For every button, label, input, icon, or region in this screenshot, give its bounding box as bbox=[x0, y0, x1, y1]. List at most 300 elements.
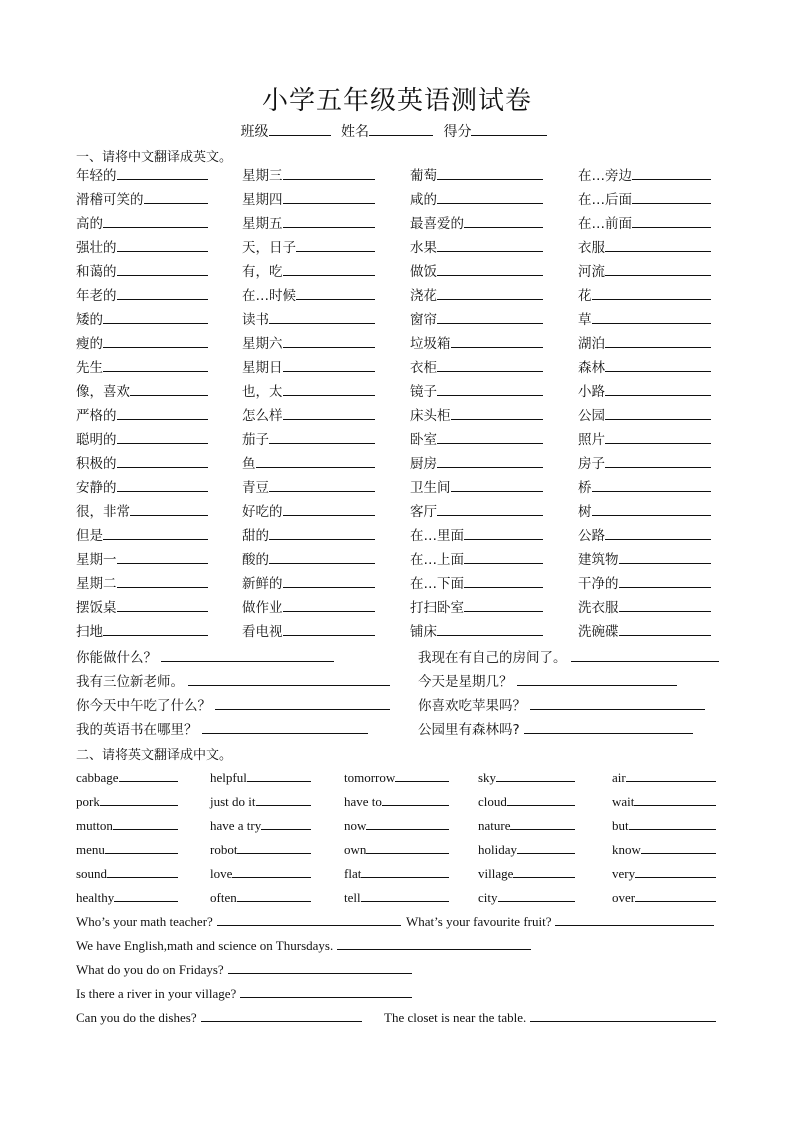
answer-blank[interactable] bbox=[451, 406, 544, 420]
sentence-text: 今天是星期几？ bbox=[418, 674, 513, 690]
vocab-word: 读书 bbox=[242, 312, 269, 328]
vocab-item bbox=[410, 238, 543, 257]
answer-blank[interactable] bbox=[337, 936, 531, 950]
vocab-word: 桥 bbox=[578, 480, 592, 496]
sentence-item bbox=[406, 912, 714, 931]
name-blank[interactable] bbox=[369, 121, 433, 136]
vocab-word: own bbox=[344, 842, 367, 857]
vocab-word: 葡萄 bbox=[410, 168, 437, 184]
sentence-item bbox=[384, 1008, 716, 1027]
answer-blank[interactable] bbox=[464, 574, 543, 588]
vocab-word: 建筑物 bbox=[578, 552, 619, 568]
sentence-item bbox=[76, 1008, 362, 1027]
vocab-word: 新鲜的 bbox=[242, 576, 283, 592]
vocab-word: 草 bbox=[578, 312, 592, 328]
vocab-item bbox=[242, 334, 375, 353]
vocab-word: 很，非常 bbox=[76, 504, 130, 520]
vocab-item bbox=[76, 888, 178, 907]
sentence-text: 你今天中午吃了什么？ bbox=[76, 698, 211, 714]
answer-blank[interactable] bbox=[496, 768, 575, 782]
vocab-word: 也，太 bbox=[242, 384, 283, 400]
vocab-word: 厨房 bbox=[410, 456, 437, 472]
class-blank[interactable] bbox=[269, 121, 331, 136]
answer-blank[interactable] bbox=[103, 622, 208, 636]
vocab-word: sound bbox=[76, 866, 108, 881]
answer-blank[interactable] bbox=[100, 792, 178, 806]
answer-blank[interactable] bbox=[283, 262, 376, 276]
vocab-item bbox=[612, 840, 716, 859]
vocab-word: 星期五 bbox=[242, 216, 283, 232]
answer-blank[interactable] bbox=[161, 648, 334, 662]
vocab-item bbox=[410, 166, 543, 185]
sentence-text: What do you do on Fridays? bbox=[76, 962, 224, 977]
vocab-item bbox=[76, 166, 208, 185]
answer-blank[interactable] bbox=[201, 1008, 362, 1022]
answer-blank[interactable] bbox=[361, 864, 449, 878]
vocab-word: 衣服 bbox=[578, 240, 605, 256]
vocab-item bbox=[210, 864, 311, 883]
answer-blank[interactable] bbox=[632, 166, 711, 180]
answer-blank[interactable] bbox=[635, 888, 716, 902]
vocab-item bbox=[410, 454, 543, 473]
answer-blank[interactable] bbox=[464, 598, 543, 612]
vocab-item bbox=[76, 430, 208, 449]
section2-heading: 二、请将英文翻译成中文。 bbox=[76, 748, 233, 763]
vocab-word: 瘦的 bbox=[76, 336, 103, 352]
vocab-item bbox=[76, 768, 178, 787]
answer-blank[interactable] bbox=[366, 840, 449, 854]
class-label: 班级 bbox=[240, 124, 269, 140]
sentence-item bbox=[76, 648, 334, 667]
vocab-word: 衣柜 bbox=[410, 360, 437, 376]
sentence-item bbox=[76, 720, 368, 739]
answer-blank[interactable] bbox=[382, 792, 449, 806]
answer-blank[interactable] bbox=[283, 598, 376, 612]
answer-blank[interactable] bbox=[361, 888, 449, 902]
vocab-word: 有，吃 bbox=[242, 264, 283, 280]
vocab-item bbox=[76, 574, 208, 593]
vocab-item bbox=[76, 262, 208, 281]
answer-blank[interactable] bbox=[524, 720, 693, 734]
vocab-word: 摆饭桌 bbox=[76, 600, 117, 616]
vocab-word: 年轻的 bbox=[76, 168, 117, 184]
answer-blank[interactable] bbox=[188, 672, 390, 686]
answer-blank[interactable] bbox=[619, 550, 712, 564]
answer-blank[interactable] bbox=[217, 912, 401, 926]
vocab-item bbox=[242, 478, 375, 497]
vocab-word: air bbox=[612, 770, 626, 785]
vocab-word: 卫生间 bbox=[410, 480, 451, 496]
sentence-text: 你喜欢吃苹果吗？ bbox=[418, 698, 526, 714]
vocab-item bbox=[410, 358, 543, 377]
answer-blank[interactable] bbox=[103, 526, 208, 540]
answer-blank[interactable] bbox=[437, 454, 543, 468]
answer-blank[interactable] bbox=[605, 430, 711, 444]
answer-blank[interactable] bbox=[437, 310, 543, 324]
answer-blank[interactable] bbox=[283, 382, 376, 396]
answer-blank[interactable] bbox=[117, 238, 209, 252]
answer-blank[interactable] bbox=[605, 406, 711, 420]
vocab-item bbox=[410, 406, 543, 425]
answer-blank[interactable] bbox=[144, 190, 209, 204]
answer-blank[interactable] bbox=[437, 358, 543, 372]
answer-blank[interactable] bbox=[451, 334, 544, 348]
answer-blank[interactable] bbox=[114, 888, 178, 902]
vocab-item bbox=[578, 286, 711, 305]
vocab-word: 安静的 bbox=[76, 480, 117, 496]
answer-blank[interactable] bbox=[437, 382, 543, 396]
answer-blank[interactable] bbox=[232, 864, 311, 878]
answer-blank[interactable] bbox=[117, 166, 209, 180]
answer-blank[interactable] bbox=[571, 648, 720, 662]
vocab-item bbox=[578, 478, 711, 497]
vocab-word: often bbox=[210, 890, 237, 905]
answer-blank[interactable] bbox=[451, 478, 544, 492]
vocab-word: 茄子 bbox=[242, 432, 269, 448]
answer-blank[interactable] bbox=[117, 478, 209, 492]
name-label: 姓名 bbox=[341, 124, 369, 140]
answer-blank[interactable] bbox=[395, 768, 449, 782]
vocab-item bbox=[210, 840, 311, 859]
vocab-word: now bbox=[344, 818, 367, 833]
vocab-word: 公园 bbox=[578, 408, 605, 424]
vocab-item bbox=[578, 334, 711, 353]
vocab-word: 在…里面 bbox=[410, 528, 464, 544]
answer-blank[interactable] bbox=[117, 598, 209, 612]
vocab-item bbox=[242, 550, 375, 569]
vocab-item bbox=[578, 526, 711, 545]
vocab-word: 客厅 bbox=[410, 504, 437, 520]
answer-blank[interactable] bbox=[117, 430, 209, 444]
sentence-text: 我现在有自己的房间了。 bbox=[418, 650, 567, 666]
answer-blank[interactable] bbox=[366, 816, 449, 830]
vocab-item bbox=[410, 526, 543, 545]
vocab-item bbox=[210, 768, 311, 787]
vocab-item bbox=[410, 622, 543, 641]
vocab-word: 洗碗碟 bbox=[578, 624, 619, 640]
answer-blank[interactable] bbox=[117, 262, 209, 276]
answer-blank[interactable] bbox=[130, 382, 208, 396]
vocab-word: 在…前面 bbox=[578, 216, 632, 232]
answer-blank[interactable] bbox=[119, 768, 178, 782]
answer-blank[interactable] bbox=[592, 286, 712, 300]
answer-blank[interactable] bbox=[437, 622, 543, 636]
vocab-word: 星期二 bbox=[76, 576, 117, 592]
answer-blank[interactable] bbox=[117, 406, 209, 420]
vocab-word: helpful bbox=[210, 770, 247, 785]
vocab-word: over bbox=[612, 890, 636, 905]
vocab-word: 打扫卧室 bbox=[410, 600, 464, 616]
answer-blank[interactable] bbox=[117, 454, 209, 468]
answer-blank[interactable] bbox=[530, 696, 705, 710]
sentence-text: 我的英语书在哪里？ bbox=[76, 722, 198, 738]
vocab-item bbox=[242, 502, 375, 521]
vocab-word: 甜的 bbox=[242, 528, 269, 544]
vocab-item bbox=[344, 816, 449, 835]
vocab-item bbox=[578, 550, 711, 569]
vocab-item bbox=[76, 502, 208, 521]
answer-blank[interactable] bbox=[103, 310, 208, 324]
vocab-item bbox=[410, 502, 543, 521]
vocab-item bbox=[76, 358, 208, 377]
vocab-word: just do it bbox=[210, 794, 256, 809]
vocab-word: 聪明的 bbox=[76, 432, 117, 448]
vocab-item bbox=[76, 310, 208, 329]
vocab-item bbox=[410, 430, 543, 449]
vocab-item bbox=[578, 358, 711, 377]
answer-blank[interactable] bbox=[605, 262, 711, 276]
answer-blank[interactable] bbox=[237, 888, 311, 902]
answer-blank[interactable] bbox=[130, 502, 208, 516]
vocab-item bbox=[242, 238, 375, 257]
answer-blank[interactable] bbox=[437, 238, 543, 252]
answer-blank[interactable] bbox=[437, 166, 543, 180]
vocab-item bbox=[242, 310, 375, 329]
answer-blank[interactable] bbox=[261, 816, 311, 830]
answer-blank[interactable] bbox=[464, 214, 543, 228]
answer-blank[interactable] bbox=[634, 792, 716, 806]
vocab-word: 做作业 bbox=[242, 600, 283, 616]
answer-blank[interactable] bbox=[283, 574, 376, 588]
answer-blank[interactable] bbox=[247, 768, 311, 782]
vocab-item bbox=[210, 888, 311, 907]
vocab-item bbox=[242, 622, 375, 641]
answer-blank[interactable] bbox=[629, 816, 716, 830]
vocab-word: 水果 bbox=[410, 240, 437, 256]
vocab-item bbox=[76, 214, 208, 233]
answer-blank[interactable] bbox=[605, 526, 711, 540]
vocab-word: 干净的 bbox=[578, 576, 619, 592]
answer-blank[interactable] bbox=[103, 358, 208, 372]
answer-blank[interactable] bbox=[555, 912, 714, 926]
vocab-item bbox=[578, 214, 711, 233]
answer-blank[interactable] bbox=[619, 574, 712, 588]
vocab-word: 酸的 bbox=[242, 552, 269, 568]
vocab-item bbox=[76, 622, 208, 641]
answer-blank[interactable] bbox=[592, 310, 712, 324]
sentence-text: 你能做什么？ bbox=[76, 650, 157, 666]
answer-blank[interactable] bbox=[641, 840, 716, 854]
answer-blank[interactable] bbox=[228, 960, 412, 974]
vocab-word: 星期六 bbox=[242, 336, 283, 352]
vocab-word: but bbox=[612, 818, 629, 833]
page-title: 小学五年级英语测试卷 bbox=[261, 86, 532, 116]
answer-blank[interactable] bbox=[215, 696, 390, 710]
vocab-word: 树 bbox=[578, 504, 592, 520]
answer-blank[interactable] bbox=[464, 526, 543, 540]
vocab-item bbox=[76, 454, 208, 473]
vocab-word: cloud bbox=[478, 794, 507, 809]
answer-blank[interactable] bbox=[103, 214, 208, 228]
vocab-word: 公路 bbox=[578, 528, 605, 544]
answer-blank[interactable] bbox=[283, 622, 376, 636]
vocab-word: 镜子 bbox=[410, 384, 437, 400]
vocab-item bbox=[410, 574, 543, 593]
vocab-item bbox=[344, 840, 449, 859]
vocab-item bbox=[578, 238, 711, 257]
vocab-item bbox=[410, 598, 543, 617]
answer-blank[interactable] bbox=[437, 286, 543, 300]
vocab-word: 湖泊 bbox=[578, 336, 605, 352]
vocab-item bbox=[578, 454, 711, 473]
vocab-item bbox=[76, 840, 178, 859]
vocab-word: 星期一 bbox=[76, 552, 117, 568]
vocab-item bbox=[242, 574, 375, 593]
vocab-word: 小路 bbox=[578, 384, 605, 400]
answer-blank[interactable] bbox=[107, 864, 178, 878]
score-blank[interactable] bbox=[471, 121, 547, 136]
answer-blank[interactable] bbox=[510, 816, 575, 830]
vocab-item bbox=[612, 816, 716, 835]
vocab-word: very bbox=[612, 866, 636, 881]
answer-blank[interactable] bbox=[117, 574, 209, 588]
vocab-item bbox=[76, 382, 208, 401]
answer-blank[interactable] bbox=[283, 214, 376, 228]
answer-blank[interactable] bbox=[513, 864, 575, 878]
vocab-word: village bbox=[478, 866, 514, 881]
answer-blank[interactable] bbox=[626, 768, 716, 782]
answer-blank[interactable] bbox=[283, 502, 376, 516]
answer-blank[interactable] bbox=[296, 286, 375, 300]
vocab-item bbox=[478, 888, 575, 907]
vocab-word: 垃圾箱 bbox=[410, 336, 451, 352]
answer-blank[interactable] bbox=[105, 840, 178, 854]
sentence-item bbox=[76, 696, 390, 715]
vocab-item bbox=[578, 622, 711, 641]
answer-blank[interactable] bbox=[605, 382, 711, 396]
sentence-text: Who’s your math teacher? bbox=[76, 914, 213, 929]
vocab-word: holiday bbox=[478, 842, 517, 857]
answer-blank[interactable] bbox=[437, 190, 543, 204]
vocab-word: 在…后面 bbox=[578, 192, 632, 208]
vocab-word: 矮的 bbox=[76, 312, 103, 328]
answer-blank[interactable] bbox=[117, 286, 209, 300]
vocab-word: cabbage bbox=[76, 770, 119, 785]
answer-blank[interactable] bbox=[437, 262, 543, 276]
answer-blank[interactable] bbox=[202, 720, 369, 734]
vocab-word: 和蔼的 bbox=[76, 264, 117, 280]
sentence-item bbox=[76, 984, 412, 1003]
vocab-item bbox=[478, 864, 575, 883]
vocab-word: 花 bbox=[578, 288, 592, 304]
answer-blank[interactable] bbox=[256, 792, 311, 806]
sentence-text: 我有三位新老师。 bbox=[76, 674, 184, 690]
vocab-item bbox=[410, 310, 543, 329]
answer-blank[interactable] bbox=[269, 478, 375, 492]
answer-blank[interactable] bbox=[592, 478, 712, 492]
vocab-word: tomorrow bbox=[344, 770, 396, 785]
answer-blank[interactable] bbox=[283, 406, 376, 420]
vocab-item bbox=[578, 190, 711, 209]
vocab-word: 扫地 bbox=[76, 624, 103, 640]
vocab-word: 星期三 bbox=[242, 168, 283, 184]
answer-blank[interactable] bbox=[605, 454, 711, 468]
answer-blank[interactable] bbox=[117, 550, 209, 564]
answer-blank[interactable] bbox=[283, 334, 376, 348]
sentence-text: The closet is near the table. bbox=[384, 1010, 527, 1025]
vocab-word: 但是 bbox=[76, 528, 103, 544]
vocab-item bbox=[578, 166, 711, 185]
answer-blank[interactable] bbox=[437, 430, 543, 444]
answer-blank[interactable] bbox=[283, 166, 376, 180]
answer-blank[interactable] bbox=[283, 190, 376, 204]
sentence-item bbox=[418, 672, 677, 691]
answer-blank[interactable] bbox=[103, 334, 208, 348]
vocab-item bbox=[344, 864, 449, 883]
answer-blank[interactable] bbox=[619, 598, 712, 612]
vocab-item bbox=[210, 816, 311, 835]
vocab-item bbox=[242, 190, 375, 209]
vocab-word: 高的 bbox=[76, 216, 103, 232]
vocab-word: 森林 bbox=[578, 360, 605, 376]
vocab-item bbox=[76, 286, 208, 305]
answer-blank[interactable] bbox=[498, 888, 576, 902]
answer-blank[interactable] bbox=[605, 238, 711, 252]
vocab-item bbox=[478, 816, 575, 835]
vocab-word: 好吃的 bbox=[242, 504, 283, 520]
answer-blank[interactable] bbox=[507, 792, 575, 806]
vocab-word: 看电视 bbox=[242, 624, 283, 640]
vocab-word: 星期日 bbox=[242, 360, 283, 376]
vocab-item bbox=[76, 238, 208, 257]
vocab-word: 在…时候 bbox=[242, 288, 296, 304]
vocab-word: 窗帘 bbox=[410, 312, 437, 328]
vocab-item bbox=[76, 478, 208, 497]
vocab-item bbox=[242, 214, 375, 233]
answer-blank[interactable] bbox=[296, 238, 375, 252]
answer-blank[interactable] bbox=[269, 310, 375, 324]
answer-blank[interactable] bbox=[632, 214, 711, 228]
answer-blank[interactable] bbox=[113, 816, 178, 830]
vocab-item bbox=[76, 550, 208, 569]
vocab-word: menu bbox=[76, 842, 105, 857]
vocab-item bbox=[578, 430, 711, 449]
answer-blank[interactable] bbox=[437, 502, 543, 516]
vocab-item bbox=[242, 166, 375, 185]
vocab-item bbox=[478, 840, 575, 859]
answer-blank[interactable] bbox=[269, 526, 375, 540]
answer-blank[interactable] bbox=[517, 672, 678, 686]
vocab-item bbox=[76, 406, 208, 425]
vocab-item bbox=[410, 214, 543, 233]
vocab-word: 强壮的 bbox=[76, 240, 117, 256]
vocab-word: city bbox=[478, 890, 498, 905]
sentence-text: 公园里有森林吗? bbox=[418, 722, 520, 738]
answer-blank[interactable] bbox=[592, 502, 712, 516]
vocab-item bbox=[344, 888, 449, 907]
answer-blank[interactable] bbox=[530, 1008, 716, 1022]
answer-blank[interactable] bbox=[619, 622, 712, 636]
answer-blank[interactable] bbox=[464, 550, 543, 564]
answer-blank[interactable] bbox=[517, 840, 575, 854]
answer-blank[interactable] bbox=[635, 864, 716, 878]
vocab-item bbox=[410, 286, 543, 305]
vocab-word: 做饭 bbox=[410, 264, 437, 280]
answer-blank[interactable] bbox=[605, 358, 711, 372]
answer-blank[interactable] bbox=[240, 984, 412, 998]
answer-blank[interactable] bbox=[237, 840, 311, 854]
sentence-text: Is there a river in your village? bbox=[76, 986, 237, 1001]
vocab-item bbox=[242, 406, 375, 425]
sentence-item bbox=[418, 696, 705, 715]
answer-blank[interactable] bbox=[283, 358, 376, 372]
answer-blank[interactable] bbox=[269, 430, 375, 444]
answer-blank[interactable] bbox=[256, 454, 376, 468]
answer-blank[interactable] bbox=[632, 190, 711, 204]
vocab-item bbox=[478, 792, 575, 811]
answer-blank[interactable] bbox=[269, 550, 375, 564]
answer-blank[interactable] bbox=[605, 334, 711, 348]
